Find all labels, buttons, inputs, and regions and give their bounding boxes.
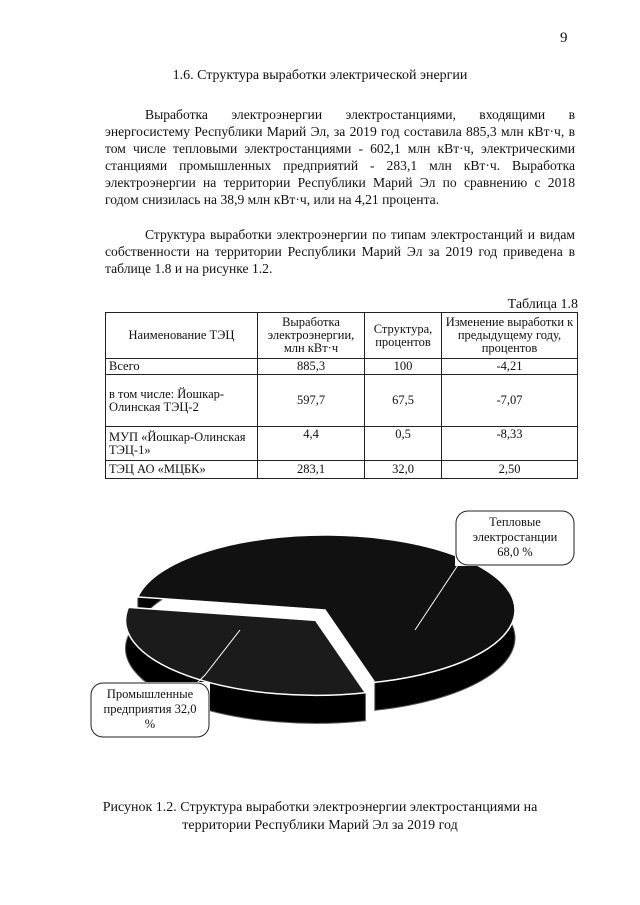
- cell-structure: 67,5: [365, 375, 442, 427]
- callout-industrial: [90, 682, 210, 738]
- cell-change: -8,33: [442, 427, 578, 461]
- cell-production: 597,7: [258, 375, 365, 427]
- production-table: [105, 312, 578, 479]
- cell-structure: 32,0: [365, 461, 442, 479]
- table-header-row: [106, 313, 578, 359]
- figure-caption-text: Рисунок 1.2. Структура выработки электроэнергии электростанциями на территории Республики Марий Эл за 2019 год: [102, 800, 538, 833]
- table-row: [106, 427, 578, 461]
- cell-structure: 0,5: [365, 427, 442, 461]
- callout-industrial-text: Промышленные предприятия 32,0 %: [103, 687, 197, 731]
- cell-change: -4,21: [442, 359, 578, 375]
- cell-production: 283,1: [258, 461, 365, 479]
- section-title: 1.6. Структура выработки электрической энергии: [172, 68, 468, 83]
- callout-thermal: [455, 510, 575, 566]
- table-row: [106, 359, 578, 375]
- page-number: 9: [560, 30, 568, 46]
- cell-name: ТЭЦ АО «МЦБК»: [106, 461, 258, 479]
- table-row: [106, 375, 578, 427]
- table-row: [106, 461, 578, 479]
- cell-name: МУП «Йошкар-Олинская ТЭЦ-1»: [106, 427, 258, 461]
- cell-change: -7,07: [442, 375, 578, 427]
- cell-structure: 100: [365, 359, 442, 375]
- figure-caption: [0, 799, 640, 835]
- cell-production: 885,3: [258, 359, 365, 375]
- header-structure: Структура, процентов: [365, 313, 442, 359]
- header-name: Наименование ТЭЦ: [106, 313, 258, 359]
- paragraph-production: Выработка электроэнергии электростанциями, входящими в энергосистему Республики Марий Эл, за 2019 год составила 885,3 млн кВт·ч, в том числе тепловыми электростанциями - 602,1 млн кВт·ч, электрическими станциями промышленных предприятий - 283,1 млн кВт·ч. Выработка электроэнергии на территории Республики Марий Эл по сравнению с 2018 годом снизилась на 38,9 млн кВт·ч, или на 4,21 процента.: [105, 107, 575, 207]
- header-change: Изменение выработки к предыдущему году, процентов: [442, 313, 578, 359]
- table-caption: Таблица 1.8: [507, 297, 578, 312]
- paragraph-structure: Структура выработки электроэнергии по типам электростанций и видам собственности на территории Республики Марий Эл за 2019 год приведена в таблице 1.8 и на рисунке 1.2.: [105, 227, 575, 276]
- cell-production: 4,4: [258, 427, 365, 461]
- callout-thermal-text: Тепловые электростанции 68,0 %: [472, 515, 558, 559]
- cell-change: 2,50: [442, 461, 578, 479]
- cell-name: Всего: [106, 359, 258, 375]
- header-production: Выработка электроэнергии, млн кВт·ч: [258, 313, 365, 359]
- cell-name: в том числе: Йошкар-Олинская ТЭЦ-2: [106, 375, 258, 427]
